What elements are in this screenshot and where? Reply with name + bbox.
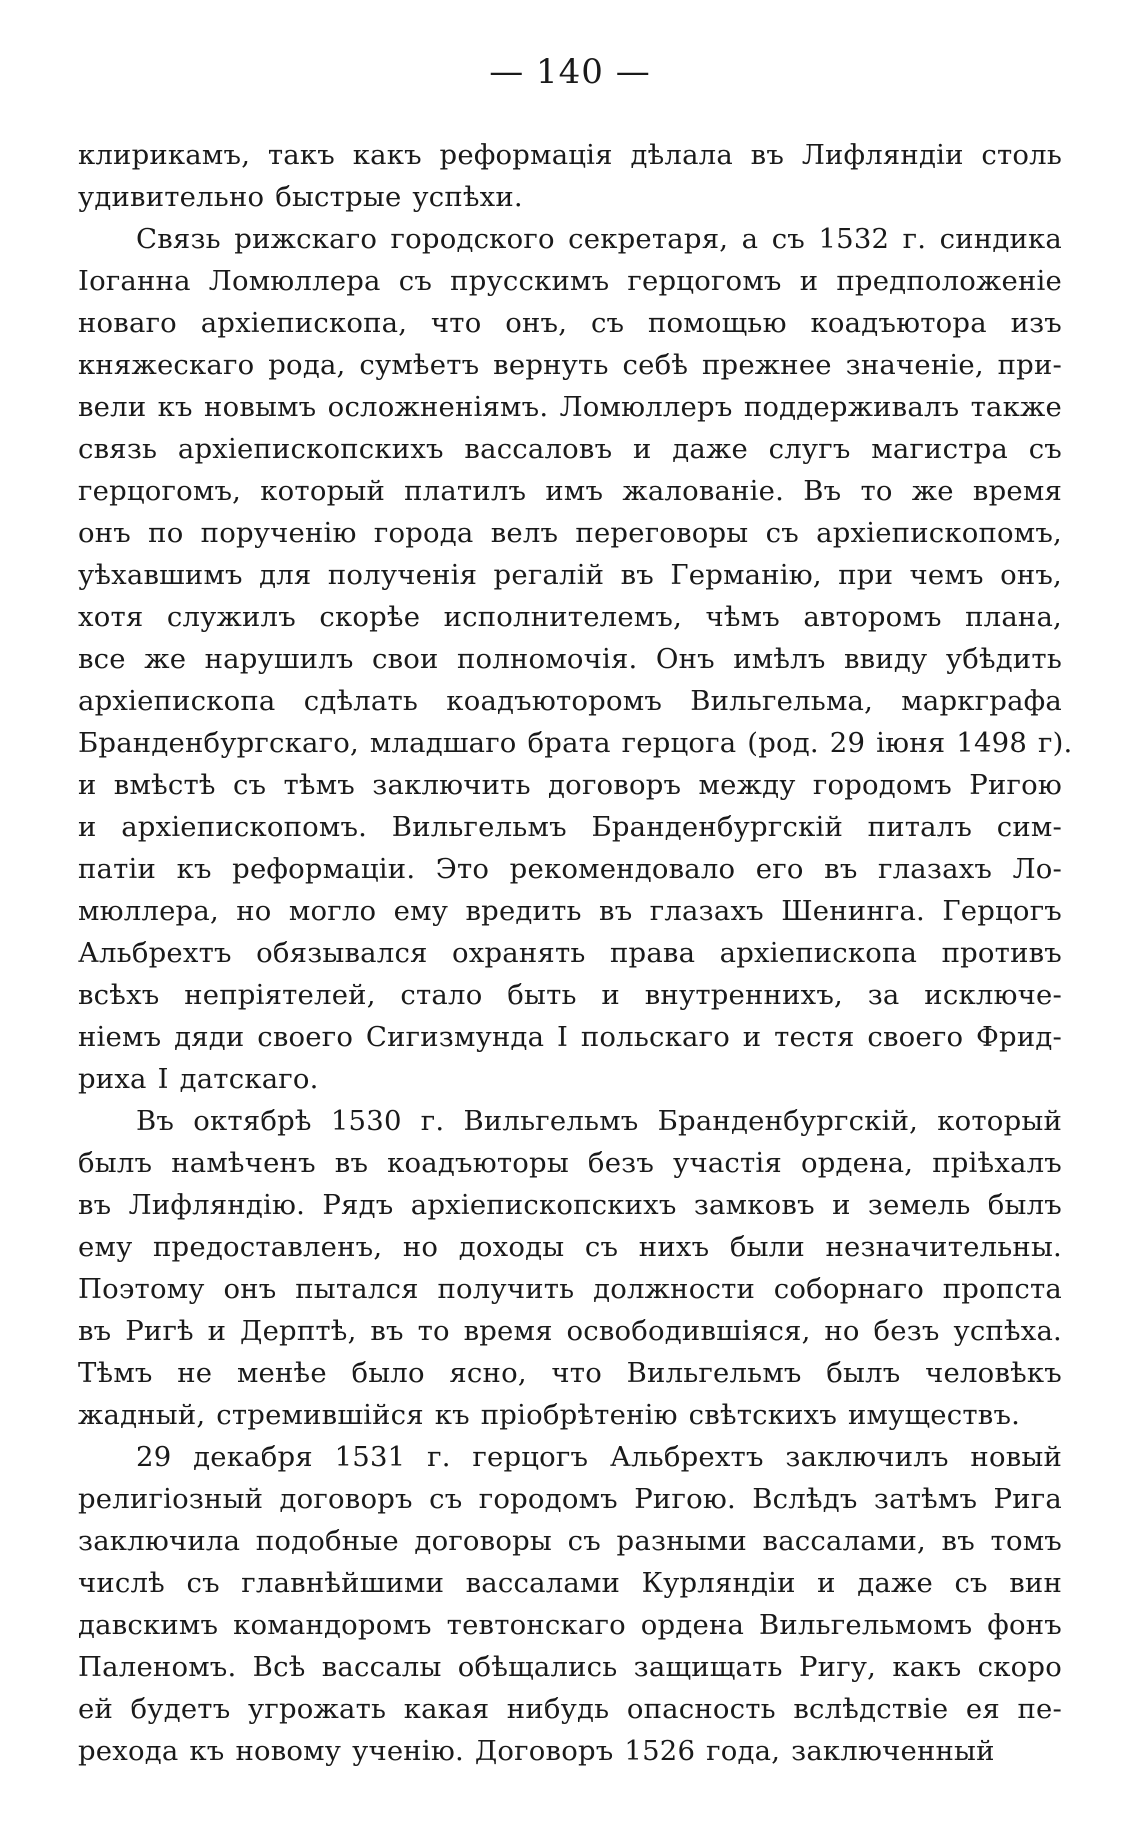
text-line: ему предоставленъ, но доходы съ нихъ были незначительны. <box>78 1231 1062 1263</box>
text-line: Въ октябрѣ 1530 г. Вильгельмъ Бранденбургскій, который <box>136 1105 1062 1137</box>
text-line: Паленомъ. Всѣ вассалы обѣщались защищать Ригу, какъ скоро <box>78 1651 1062 1683</box>
text-line: ніемъ дяди своего Сигизмунда I польскаго и тестя своего Фрид- <box>78 1021 1062 1053</box>
text-line: въ Лифляндію. Рядъ архіепископскихъ замковъ и земель былъ <box>78 1189 1062 1221</box>
text-line: архіепископа сдѣлать коадъюторомъ Вильгельма, маркграфа <box>78 685 1062 717</box>
text-line: герцогомъ, который платилъ имъ жалованіе. Въ то же время <box>78 475 1062 507</box>
text-line: Іоганна Ломюллера съ прусскимъ герцогомъ и предположеніе <box>78 265 1062 297</box>
text-line: всѣхъ непріятелей, стало быть и внутреннихъ, за исключе- <box>78 979 1062 1011</box>
text-line: числѣ съ главнѣйшими вассалами Курляндіи и даже съ вин <box>78 1567 1062 1599</box>
text-line: былъ намѣченъ въ коадъюторы безъ участія ордена, пріѣхалъ <box>78 1147 1062 1179</box>
text-line: заключила подобные договоры съ разными вассалами, въ томъ <box>78 1525 1062 1557</box>
text-line: Поэтому онъ пытался получить должности соборнаго пропста <box>78 1273 1062 1305</box>
paragraph <box>78 1100 1062 1436</box>
text-line: и вмѣстѣ съ тѣмъ заключить договоръ между городомъ Ригою <box>78 769 1062 801</box>
text-line: уѣхавшимъ для полученія регалій въ Германію, при чемъ онъ, <box>78 559 1062 591</box>
text-line: Связь рижскаго городского секретаря, а съ 1532 г. синдика <box>136 223 1062 255</box>
paragraph <box>78 218 1073 1100</box>
text-line: ей будетъ угрожать какая нибудь опасность вслѣдствіе ея пе- <box>78 1693 1062 1725</box>
text-line: и архіепископомъ. Вильгельмъ Бранденбургскій питалъ сим- <box>78 811 1062 843</box>
text-line: жадный, стремившійся къ пріобрѣтенію свѣтскихъ имуществъ. <box>78 1399 1021 1431</box>
text-line: Тѣмъ не менѣе было ясно, что Вильгельмъ былъ человѣкъ <box>78 1357 1062 1389</box>
text-line: 29 декабря 1531 г. герцогъ Альбрехтъ заключилъ новый <box>136 1441 1062 1473</box>
text-line: связь архіепископскихъ вассаловъ и даже слугъ магистра съ <box>78 433 1062 465</box>
text-line: княжескаго рода, сумѣетъ вернуть себѣ прежнее значеніе, при- <box>78 349 1062 381</box>
text-line: онъ по порученію города велъ переговоры съ архіепископомъ, <box>78 517 1062 549</box>
page-body <box>78 134 1073 1772</box>
text-line: новаго архіепископа, что онъ, съ помощью коадъютора изъ <box>78 307 1062 339</box>
text-line: Альбрехтъ обязывался охранять права архіепископа противъ <box>78 937 1062 969</box>
text-line: вели къ новымъ осложненіямъ. Ломюллеръ поддерживалъ также <box>78 391 1062 423</box>
text-line: патіи къ реформаціи. Это рекомендовало его въ глазахъ Ло- <box>78 853 1062 885</box>
text-line: риха I датскаго. <box>78 1063 319 1095</box>
text-line: хотя служилъ скорѣе исполнителемъ, чѣмъ авторомъ плана, <box>78 601 1062 633</box>
text-line: рехода къ новому ученію. Договоръ 1526 года, заключенный <box>78 1735 995 1767</box>
paragraph <box>78 134 1062 218</box>
text-line: все же нарушилъ свои полномочія. Онъ имѣлъ ввиду убѣдить <box>78 643 1062 675</box>
paragraph <box>78 1436 1062 1772</box>
text-line: удивительно быстрые успѣхи. <box>78 181 523 213</box>
text-line: въ Ригѣ и Дерптѣ, въ то время освободившіяся, но безъ успѣха. <box>78 1315 1062 1347</box>
text-line: Бранденбургскаго, младшаго брата герцога (род. 29 іюня 1498 г). <box>78 727 1073 759</box>
text-line: религіозный договоръ съ городомъ Ригою. Вслѣдъ затѣмъ Рига <box>78 1483 1062 1515</box>
text-line: давскимъ командоромъ тевтонскаго ордена Вильгельмомъ фонъ <box>78 1609 1062 1641</box>
text-line: клирикамъ, такъ какъ реформація дѣлала въ Лифляндіи столь <box>78 139 1062 171</box>
page-number: — 140 — <box>489 52 651 92</box>
text-line: мюллера, но могло ему вредить въ глазахъ Шенинга. Герцогъ <box>78 895 1062 927</box>
